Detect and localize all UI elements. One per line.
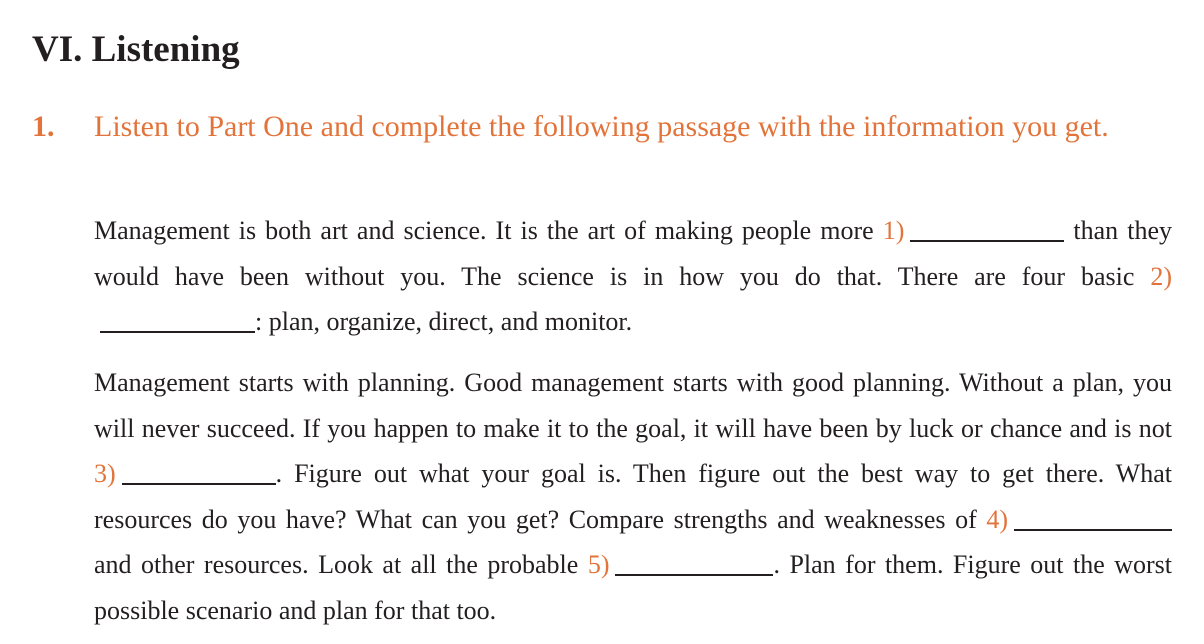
passage-text: : plan, organize, direct, and monitor.: [255, 307, 633, 336]
passage-text: Management starts with planning. Good management starts with good planning. Without a plan, you will never succeed. If you happen to make it to the goal, it will have been by luck or chance and is not: [94, 368, 1172, 443]
passage-text: than they would have been without you. The science is in how you do that. There are four basic: [94, 216, 1172, 291]
answer-blank-5[interactable]: [615, 574, 773, 576]
passage-text: and other resources. Look at all the probable: [94, 550, 588, 579]
passage-paragraph-2: [94, 360, 1172, 633]
answer-blank-2[interactable]: [100, 331, 255, 333]
blank-number-1: 1): [882, 216, 905, 245]
answer-blank-3[interactable]: [122, 483, 276, 485]
task-number: 1.: [32, 110, 55, 143]
answer-blank-1[interactable]: [910, 240, 1064, 242]
passage-text: Management is both art and science. It is the art of making people more: [94, 216, 883, 245]
passage-paragraph-1: [94, 208, 1172, 345]
answer-blank-4[interactable]: [1014, 529, 1172, 531]
blank-number-4: 4): [986, 504, 1008, 534]
passage-text: . Plan for them. Figure out the worst possible scenario and plan for that too.: [94, 550, 1172, 625]
task-instruction: Listen to Part One and complete the following passage with the information you get.: [94, 110, 1109, 143]
blank-number-2: 2): [1150, 261, 1172, 291]
blank-number-5: 5): [587, 550, 610, 579]
section-title: VI. Listening: [32, 29, 240, 70]
passage-text: . Figure out what your goal is. Then figure out the best way to get there. What resources do you have? What can you get? Compare strengths and weaknesses of: [94, 459, 1172, 534]
blank-number-3: 3): [94, 459, 116, 488]
